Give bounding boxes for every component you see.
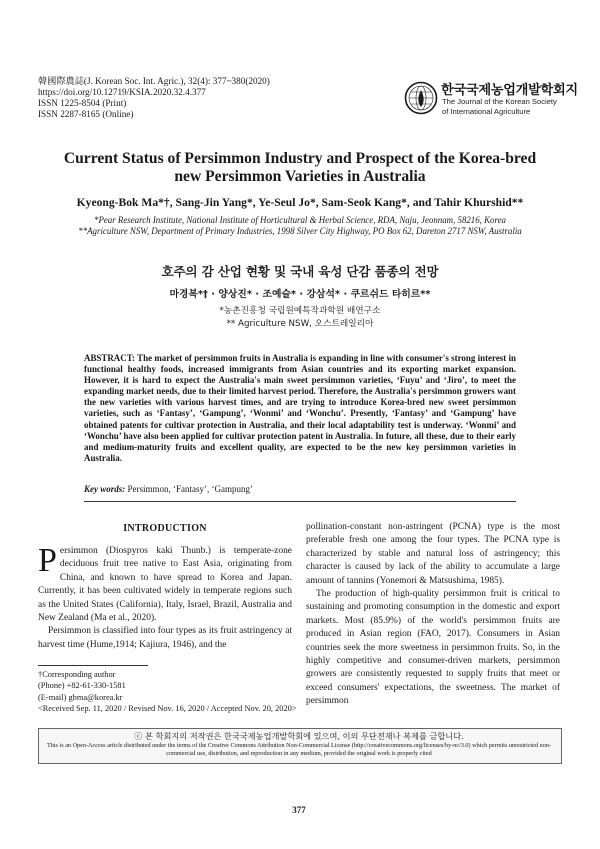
copyright-notice: ⓒ 본 학회지의 저작권은 한국국제농업개발학회에 있으며, 이의 무단전재나 복제를 금합니다. bbox=[134, 731, 464, 741]
email: (E-mail) gbma@korea.kr bbox=[38, 692, 123, 702]
korean-authors: 마경복*† · 양상진* · 조예슬* · 강삼석* · 쿠르쉬드 타히르** bbox=[169, 289, 431, 300]
issn-online: ISSN 2287-8165 (Online) bbox=[38, 109, 134, 119]
society-name-korean: 한국국제농업개발학회지 bbox=[441, 83, 578, 98]
korean-affiliation-1: *농촌진흥청 국립원예특작과학원 배연구소 bbox=[219, 306, 381, 316]
footnote bbox=[38, 669, 298, 715]
paper-title-line1: Current Status of Persimmon Industry and Prospect of the Korea-bred bbox=[63, 150, 537, 167]
page-number: 377 bbox=[292, 805, 306, 815]
open-access-license: This is an Open-Access article distributed under the terms of the Creative Commons Attribution Non-Commercial License (http://creativecommons.org/licenses/by-nc/3.0) which permits unrestricted non-commercial use, distribution, and reproduction in any medium, provided the original work is properly cited bbox=[46, 742, 552, 757]
journal-citation: 韓國際農誌(J. Korean Soc. Int. Agric.), 32(4): 377~380(2020) bbox=[38, 76, 270, 86]
drop-cap: P bbox=[38, 542, 57, 579]
column-right bbox=[306, 521, 560, 709]
paper-title bbox=[40, 150, 560, 186]
keywords-text: Persimmon, ‘Fantasy’, ‘Gampung’ bbox=[127, 484, 253, 494]
doi-link[interactable]: https://doi.org/10.12719/KSIA.2020.32.4.377 bbox=[38, 87, 206, 97]
received-dates: <Received Sep. 11, 2020 / Revised Nov. 16, 2020 / Accepted Nov. 20, 2020> bbox=[38, 704, 297, 714]
korean-title: 호주의 감 산업 현황 및 국내 육성 단감 품종의 전망 bbox=[161, 264, 439, 279]
author-list: Kyeong-Bok Ma*†, Sang-Jin Yang*, Ye-Seul Jo*, Sam-Seok Kang*, and Tahir Khurshid** bbox=[76, 196, 524, 209]
intro-paragraph-1 bbox=[38, 542, 292, 625]
society-name-en-line1: The Journal of the Korean Society bbox=[442, 97, 557, 106]
introduction-heading: INTRODUCTION bbox=[123, 523, 207, 534]
column-left bbox=[38, 542, 292, 652]
issn-print: ISSN 1225-8504 (Print) bbox=[38, 98, 127, 108]
intro-paragraph-4: The production of high-quality persimmon fruit is critical to sustaining and promoting consumption in the domestic and export markets. Most (85.9%) of the world's persimmon fruits are produced in Asian region (FAO, 2017). Consumers in Asian countries seek the more sweetness in persimmon fruits. So, in the highly competitive and consumer-driven markets, persimmon growers are consistently requested to supply fruits that meet or exceed consumers' expectations, the sweetness. The market of persimmon bbox=[306, 589, 560, 707]
abstract bbox=[84, 353, 516, 464]
intro-paragraph-1-text: ersimmon (Diospyros kaki Thunb.) is temperate-zone deciduous fruit tree native to East Asia, originating from China, and known to have spread to Korea and Japan. Currently, it has been cultivated widely in temperate regions such as the United States (California), Italy, Israel, Brazil, Australia and New Zealand (Ma et al., 2020). bbox=[38, 546, 292, 624]
society-name-english bbox=[442, 97, 557, 116]
intro-paragraph-2: Persimmon is classified into four types as its fruit astringency at harvest time (Hume,1914; Kajiura, 1946), and the bbox=[38, 626, 292, 650]
society-emblem-icon bbox=[404, 81, 438, 115]
korean-affiliation-2: ** Agriculture NSW, 오스트레일리아 bbox=[226, 319, 374, 329]
footnote-rule bbox=[38, 665, 148, 666]
society-name-en-line2: of International Agriculture bbox=[442, 106, 531, 116]
intro-paragraph-3: pollination-constant non-astringent (PCNA) type is the most preferable fresh one among the four types. The PCNA type is characterized by stable and natural loss of astringency; this character is caused by lack of the ability to accumulate a large amount of tannins (Yonemori & Matsushima, 1985). bbox=[306, 522, 560, 586]
abstract-label: ABSTRACT: bbox=[84, 353, 135, 363]
keywords-label: Key words: bbox=[84, 484, 126, 494]
affiliation-2: **Agriculture NSW, Department of Primary Industries, 1998 Silver City Highway, PO Box 62, Dareton 2717 NSW, Australia bbox=[78, 226, 522, 236]
keywords bbox=[84, 484, 253, 494]
corresponding-author: †Corresponding author bbox=[38, 670, 116, 679]
abstract-text: The market of persimmon fruits in Australia is expanding in line with consumer's strong interest in functional healthy foods, increased immigrants from Asian countries and its exporting market expansion. However, it is hard to expect the Australia's main sweet persimmon varieties, ‘Fuyu’ and ‘Jiro’, to meet the expanding market needs, due to their limited harvest period. Therefore, the Australia's persimmon growers want the new varieties with various harvest times, and are trying to introduce Korea-bred new sweet persimmon varieties, such as ‘Fantasy’, ‘Gampung’, ‘Wonmi’ and ‘Wonchu’. Presently, ‘Fantasy’ and ‘Gampung’ have obtained patents for cultivar protection in Australia, and their local adaptability test is underway. ‘Wonmi’ and ‘Wonchu’ have also been applied for cultivar protection patent in Australia. In future, all these, due to their early and medium-maturity fruits and excellent quality, are expected to be the new key persimmon varieties in Australia. bbox=[84, 353, 517, 463]
phone: (Phone) +82-61-330-1581 bbox=[38, 681, 126, 691]
section-divider bbox=[84, 501, 516, 502]
affiliation-1: *Pear Research Institute, National Institute of Horticultural & Herbal Science, RDA, Naju, Jeonnam, 58216, Korea bbox=[94, 215, 506, 225]
paper-title-line2: new Persimmon Varieties in Australia bbox=[174, 168, 426, 185]
